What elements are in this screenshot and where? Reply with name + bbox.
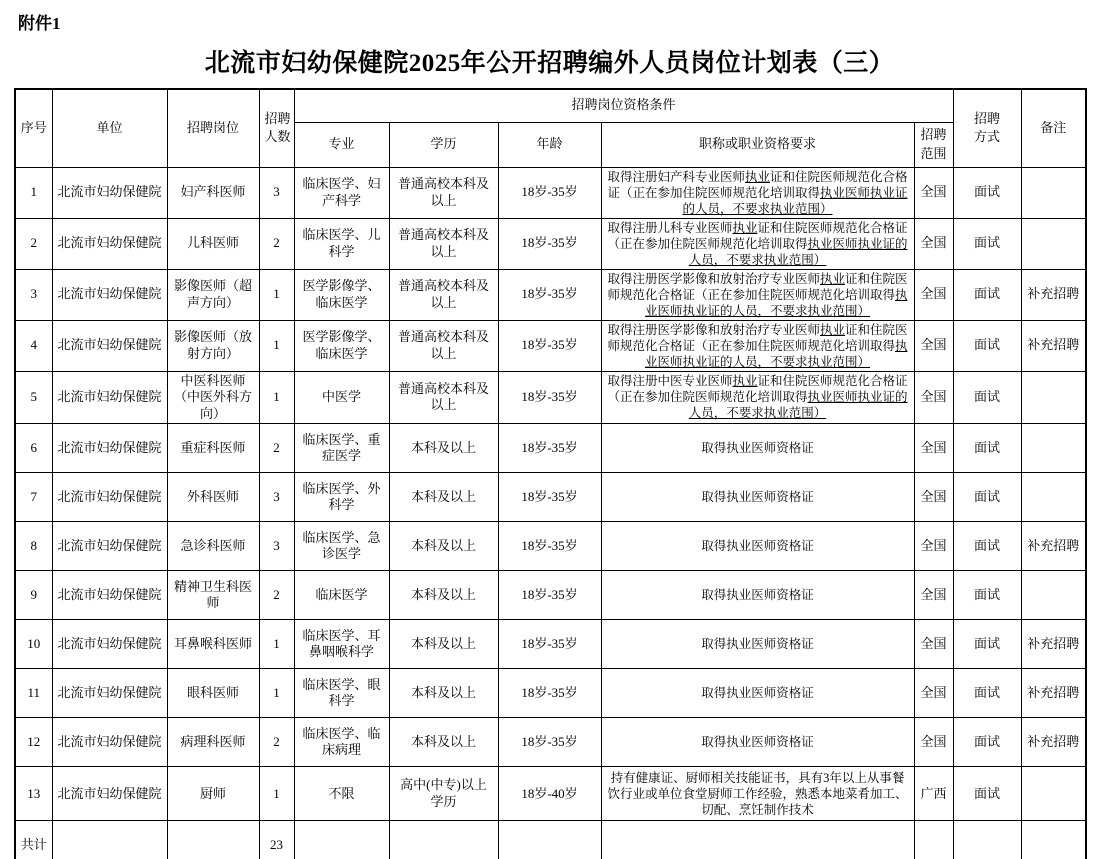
cell-education: 本科及以上 [389,669,498,718]
cell-method: 面试 [953,669,1021,718]
cell-count: 2 [259,718,294,767]
text-segment: 证和住院医师规范化合格证（正在参加住院医师规范化培训取得 [607,271,908,302]
cell-remark [1021,424,1086,473]
underlined-text-segment: 执业 [732,374,758,389]
cell-unit: 北流市妇幼保健院 [52,320,167,371]
cell-remark: 补充招聘 [1021,269,1086,320]
cell-remark: 补充招聘 [1021,718,1086,767]
cell-method: 面试 [953,320,1021,371]
cell-no: 2 [15,218,52,269]
cell-unit: 北流市妇幼保健院 [52,167,167,218]
cell-count: 1 [259,269,294,320]
cell-no: 3 [15,269,52,320]
cell-unit: 北流市妇幼保健院 [52,218,167,269]
col-header-title-req: 职称或职业资格要求 [601,122,914,167]
text-segment: 取得注册医学影像和放射治疗专业医师 [607,271,820,286]
total-qualification-cell [601,821,914,859]
cell-age: 18岁-35岁 [498,669,601,718]
cell-method: 面试 [953,473,1021,522]
cell-remark: 补充招聘 [1021,320,1086,371]
underlined-text-segment: 执业医师执业证的人员，不要求执业范围） [644,338,908,369]
cell-age: 18岁-35岁 [498,522,601,571]
table-row [15,767,1086,821]
total-education-cell [389,821,498,859]
cell-remark [1021,167,1086,218]
text-segment: 取得执业医师资格证 [701,490,814,505]
cell-unit: 北流市妇幼保健院 [52,371,167,424]
text-segment: 取得注册医学影像和放射治疗专业医师 [607,322,820,337]
table-row [15,571,1086,620]
total-row [15,821,1086,859]
cell-position: 重症科医师 [167,424,259,473]
cell-qualification [601,767,914,821]
cell-no: 9 [15,571,52,620]
col-header-remark: 备注 [1021,89,1086,167]
cell-method: 面试 [953,371,1021,424]
cell-position: 妇产科医师 [167,167,259,218]
cell-unit: 北流市妇幼保健院 [52,669,167,718]
cell-count: 1 [259,320,294,371]
cell-qualification [601,620,914,669]
cell-education: 本科及以上 [389,620,498,669]
cell-scope: 全国 [914,218,953,269]
cell-age: 18岁-35岁 [498,218,601,269]
underlined-text-segment: 执业 [744,169,770,184]
cell-no: 4 [15,320,52,371]
cell-major: 不限 [294,767,389,821]
cell-remark: 补充招聘 [1021,620,1086,669]
cell-age: 18岁-35岁 [498,424,601,473]
cell-remark: 补充招聘 [1021,669,1086,718]
total-count: 23 [259,821,294,859]
cell-age: 18岁-35岁 [498,473,601,522]
cell-major: 医学影像学、临床医学 [294,320,389,371]
cell-no: 5 [15,371,52,424]
cell-scope: 全国 [914,522,953,571]
cell-position: 精神卫生科医师 [167,571,259,620]
cell-no: 11 [15,669,52,718]
cell-major: 临床医学、眼科学 [294,669,389,718]
cell-count: 1 [259,767,294,821]
cell-remark: 补充招聘 [1021,522,1086,571]
table-row [15,424,1086,473]
cell-unit: 北流市妇幼保健院 [52,269,167,320]
table-row [15,718,1086,767]
cell-qualification [601,522,914,571]
cell-major: 临床医学、儿科学 [294,218,389,269]
cell-age: 18岁-35岁 [498,620,601,669]
cell-scope: 全国 [914,371,953,424]
cell-scope: 广西 [914,767,953,821]
cell-unit: 北流市妇幼保健院 [52,473,167,522]
cell-major: 临床医学、外科学 [294,473,389,522]
attachment-label: 附件1 [18,14,61,33]
text-segment: 取得执业医师资格证 [701,637,814,652]
cell-age: 18岁-35岁 [498,571,601,620]
text-segment: 取得执业医师资格证 [701,539,814,554]
cell-method: 面试 [953,167,1021,218]
cell-education: 本科及以上 [389,571,498,620]
underlined-text-segment: 执业医师执业证的人员，不要求执业范围） [688,390,908,421]
col-header-count [259,89,294,167]
cell-remark [1021,218,1086,269]
cell-method: 面试 [953,218,1021,269]
cell-education: 普通高校本科及以上 [389,371,498,424]
total-label: 共计 [15,821,52,859]
cell-major: 临床医学、重症医学 [294,424,389,473]
cell-age: 18岁-35岁 [498,269,601,320]
cell-remark [1021,371,1086,424]
text-segment: 取得注册妇产科专业医师 [607,169,745,184]
cell-age: 18岁-35岁 [498,718,601,767]
cell-no: 7 [15,473,52,522]
col-header-count-label: 招聘人数 [264,111,291,145]
total-unit-cell [52,821,167,859]
cell-method: 面试 [953,424,1021,473]
table-row [15,522,1086,571]
cell-qualification [601,669,914,718]
cell-scope: 全国 [914,167,953,218]
recruitment-plan-table [14,88,1087,859]
cell-count: 3 [259,167,294,218]
cell-count: 3 [259,522,294,571]
underlined-text-segment: 执业 [819,271,845,286]
cell-major: 临床医学、妇产科学 [294,167,389,218]
cell-qualification [601,320,914,371]
cell-remark [1021,571,1086,620]
col-header-no: 序号 [15,89,52,167]
cell-remark [1021,767,1086,821]
table-row [15,218,1086,269]
col-header-education: 学历 [389,122,498,167]
table-row [15,167,1086,218]
cell-education: 普通高校本科及以上 [389,320,498,371]
cell-scope: 全国 [914,269,953,320]
cell-scope: 全国 [914,571,953,620]
cell-no: 10 [15,620,52,669]
cell-major: 临床医学、临床病理 [294,718,389,767]
cell-no: 1 [15,167,52,218]
col-header-scope-label: 招聘范围 [920,127,947,161]
total-position-cell [167,821,259,859]
cell-no: 6 [15,424,52,473]
cell-no: 8 [15,522,52,571]
cell-education: 本科及以上 [389,522,498,571]
cell-count: 2 [259,218,294,269]
col-header-major: 专业 [294,122,389,167]
table-row [15,269,1086,320]
cell-unit: 北流市妇幼保健院 [52,424,167,473]
cell-scope: 全国 [914,718,953,767]
cell-major: 医学影像学、临床医学 [294,269,389,320]
cell-qualification [601,473,914,522]
text-segment: 证和住院医师规范化合格证（正在参加住院医师规范化培训取得 [607,169,908,200]
cell-position: 急诊科医师 [167,522,259,571]
cell-major: 临床医学、耳鼻咽喉科学 [294,620,389,669]
total-remark-cell [1021,821,1086,859]
cell-count: 3 [259,473,294,522]
col-header-method-label: 招聘方式 [974,111,1001,145]
cell-position: 眼科医师 [167,669,259,718]
underlined-text-segment: 执业医师执业证的人员，不要求执业范围） [644,287,908,318]
cell-position: 影像医师（超声方向） [167,269,259,320]
text-segment: 持有健康证、厨师相关技能证书，具有3年以上从事餐饮行业或单位食堂厨师工作经验，熟悉本地菜肴加工、切配、烹饪制作技术 [607,770,908,817]
cell-age: 18岁-35岁 [498,167,601,218]
cell-count: 2 [259,424,294,473]
table-row [15,473,1086,522]
table-row [15,371,1086,424]
text-segment: 证和住院医师规范化合格证（正在参加住院医师规范化培训取得 [607,374,908,405]
cell-no: 13 [15,767,52,821]
cell-position: 厨师 [167,767,259,821]
cell-qualification [601,371,914,424]
cell-education: 高中(中专)以上学历 [389,767,498,821]
col-header-scope [914,122,953,167]
cell-count: 1 [259,669,294,718]
total-method-cell [953,821,1021,859]
cell-age: 18岁-40岁 [498,767,601,821]
header-row-1 [15,89,1086,122]
cell-position: 外科医师 [167,473,259,522]
cell-method: 面试 [953,620,1021,669]
cell-method: 面试 [953,269,1021,320]
cell-scope: 全国 [914,320,953,371]
table-row [15,320,1086,371]
cell-unit: 北流市妇幼保健院 [52,522,167,571]
total-age-cell [498,821,601,859]
text-segment: 证和住院医师规范化合格证（正在参加住院医师规范化培训取得 [607,322,908,353]
cell-count: 2 [259,571,294,620]
text-segment: 取得执业医师资格证 [701,735,814,750]
cell-education: 本科及以上 [389,718,498,767]
text-segment: 证和住院医师规范化合格证（正在参加住院医师规范化培训取得 [607,220,908,251]
cell-qualification [601,167,914,218]
text-segment: 取得注册儿科专业医师 [607,220,733,235]
cell-education: 本科及以上 [389,424,498,473]
cell-unit: 北流市妇幼保健院 [52,767,167,821]
cell-education: 普通高校本科及以上 [389,218,498,269]
cell-major: 临床医学 [294,571,389,620]
cell-qualification [601,424,914,473]
cell-unit: 北流市妇幼保健院 [52,718,167,767]
cell-remark [1021,473,1086,522]
cell-count: 1 [259,620,294,669]
cell-unit: 北流市妇幼保健院 [52,571,167,620]
cell-qualification [601,269,914,320]
cell-no: 12 [15,718,52,767]
cell-position: 儿科医师 [167,218,259,269]
cell-scope: 全国 [914,620,953,669]
underlined-text-segment: 执业医师执业证的人员，不要求执业范围） [682,185,908,216]
cell-position: 病理科医师 [167,718,259,767]
cell-major: 中医学 [294,371,389,424]
text-segment: 取得注册中医专业医师 [607,374,733,389]
cell-scope: 全国 [914,669,953,718]
cell-education: 本科及以上 [389,473,498,522]
cell-method: 面试 [953,522,1021,571]
cell-education: 普通高校本科及以上 [389,269,498,320]
col-header-qual-group: 招聘岗位资格条件 [294,89,953,122]
col-header-age: 年龄 [498,122,601,167]
col-header-unit: 单位 [52,89,167,167]
page-title: 北流市妇幼保健院2025年公开招聘编外人员岗位计划表（三） [204,50,895,77]
cell-major: 临床医学、急诊医学 [294,522,389,571]
cell-age: 18岁-35岁 [498,371,601,424]
cell-qualification [601,571,914,620]
cell-method: 面试 [953,571,1021,620]
cell-scope: 全国 [914,473,953,522]
text-segment: 取得执业医师资格证 [701,686,814,701]
cell-position: 耳鼻喉科医师 [167,620,259,669]
underlined-text-segment: 执业 [732,220,758,235]
cell-method: 面试 [953,718,1021,767]
underlined-text-segment: 执业医师执业证的人员，不要求执业范围） [688,236,908,267]
cell-position: 中医科医师（中医外科方向） [167,371,259,424]
col-header-method [953,89,1021,167]
cell-count: 1 [259,371,294,424]
cell-qualification [601,718,914,767]
cell-qualification [601,218,914,269]
cell-age: 18岁-35岁 [498,320,601,371]
underlined-text-segment: 执业 [819,322,845,337]
table-row [15,669,1086,718]
text-segment: 取得执业医师资格证 [701,441,814,456]
total-scope-cell [914,821,953,859]
text-segment: 取得执业医师资格证 [701,588,814,603]
cell-education: 普通高校本科及以上 [389,167,498,218]
table-row [15,620,1086,669]
col-header-position: 招聘岗位 [167,89,259,167]
total-major-cell [294,821,389,859]
cell-position: 影像医师（放射方向） [167,320,259,371]
cell-unit: 北流市妇幼保健院 [52,620,167,669]
cell-method: 面试 [953,767,1021,821]
cell-scope: 全国 [914,424,953,473]
